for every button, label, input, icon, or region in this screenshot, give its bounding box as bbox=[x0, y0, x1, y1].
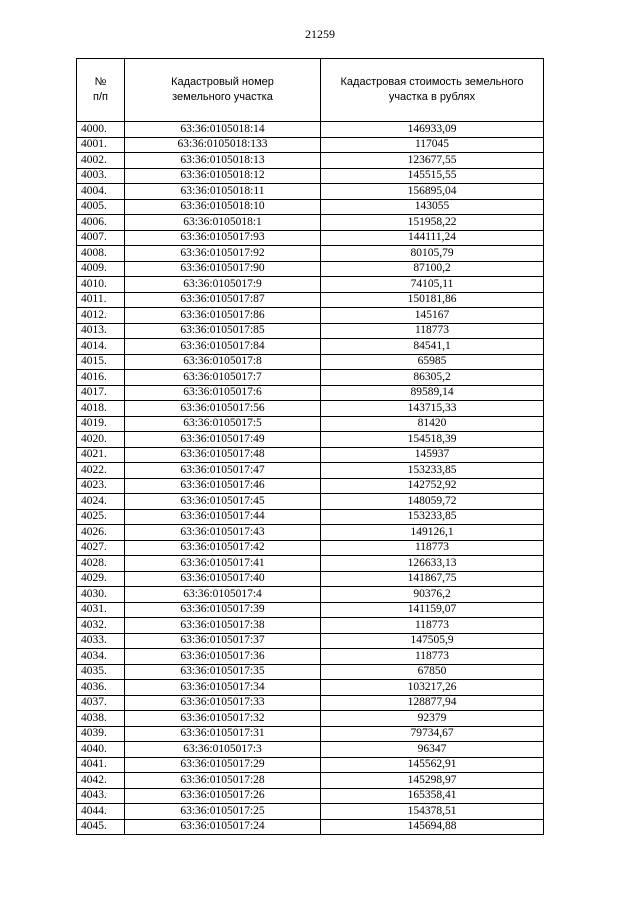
row-number-cell: 4003. bbox=[77, 168, 125, 184]
row-number-cell: 4036. bbox=[77, 680, 125, 696]
cadastral-number-cell: 63:36:0105017:34 bbox=[125, 680, 321, 696]
table-row bbox=[77, 261, 544, 277]
cadastral-table bbox=[76, 58, 544, 835]
table-row bbox=[77, 308, 544, 324]
cadastral-value-cell: 118773 bbox=[321, 618, 544, 634]
row-number-cell: 4037. bbox=[77, 695, 125, 711]
row-number-cell: 4029. bbox=[77, 571, 125, 587]
cadastral-number-cell: 63:36:0105017:29 bbox=[125, 757, 321, 773]
row-number-cell: 4023. bbox=[77, 478, 125, 494]
cadastral-number-cell: 63:36:0105017:36 bbox=[125, 649, 321, 665]
table-row bbox=[77, 726, 544, 742]
cadastral-number-cell: 63:36:0105017:87 bbox=[125, 292, 321, 308]
table-row bbox=[77, 618, 544, 634]
row-number-cell: 4045. bbox=[77, 819, 125, 835]
row-number-cell: 4009. bbox=[77, 261, 125, 277]
row-number-cell: 4018. bbox=[77, 401, 125, 417]
cadastral-number-cell: 63:36:0105017:92 bbox=[125, 246, 321, 262]
table-row bbox=[77, 525, 544, 541]
row-number-cell: 4024. bbox=[77, 494, 125, 510]
cadastral-number-cell: 63:36:0105017:26 bbox=[125, 788, 321, 804]
cadastral-number-cell: 63:36:0105017:56 bbox=[125, 401, 321, 417]
cadastral-value-cell: 145937 bbox=[321, 447, 544, 463]
cadastral-value-cell: 150181,86 bbox=[321, 292, 544, 308]
cadastral-number-cell: 63:36:0105017:90 bbox=[125, 261, 321, 277]
page-number: 21259 bbox=[305, 27, 335, 41]
row-number-cell: 4041. bbox=[77, 757, 125, 773]
cadastral-number-cell: 63:36:0105017:40 bbox=[125, 571, 321, 587]
cadastral-number-cell: 63:36:0105017:24 bbox=[125, 819, 321, 835]
cadastral-value-cell: 89589,14 bbox=[321, 385, 544, 401]
table-row bbox=[77, 463, 544, 479]
cadastral-value-cell: 87100,2 bbox=[321, 261, 544, 277]
row-number-cell: 4012. bbox=[77, 308, 125, 324]
table-row bbox=[77, 509, 544, 525]
table-row bbox=[77, 447, 544, 463]
table-body bbox=[77, 122, 544, 835]
cadastral-number-cell: 63:36:0105017:28 bbox=[125, 773, 321, 789]
table-row bbox=[77, 122, 544, 138]
row-number-cell: 4005. bbox=[77, 199, 125, 215]
row-number-cell: 4039. bbox=[77, 726, 125, 742]
cadastral-value-cell: 143715,33 bbox=[321, 401, 544, 417]
row-number-cell: 4013. bbox=[77, 323, 125, 339]
row-number-cell: 4000. bbox=[77, 122, 125, 138]
table-row bbox=[77, 602, 544, 618]
cadastral-number-cell: 63:36:0105018:1 bbox=[125, 215, 321, 231]
cadastral-value-cell: 128877,94 bbox=[321, 695, 544, 711]
cadastral-number-cell: 63:36:0105017:42 bbox=[125, 540, 321, 556]
header-cadastral-value bbox=[321, 59, 544, 122]
table-row bbox=[77, 788, 544, 804]
cadastral-value-cell: 117045 bbox=[321, 137, 544, 153]
cadastral-value-cell: 151958,22 bbox=[321, 215, 544, 231]
row-number-cell: 4026. bbox=[77, 525, 125, 541]
row-number-cell: 4017. bbox=[77, 385, 125, 401]
row-number-cell: 4007. bbox=[77, 230, 125, 246]
cadastral-number-cell: 63:36:0105018:133 bbox=[125, 137, 321, 153]
row-number-cell: 4025. bbox=[77, 509, 125, 525]
cadastral-number-cell: 63:36:0105017:45 bbox=[125, 494, 321, 510]
table-row bbox=[77, 354, 544, 370]
cadastral-value-cell: 65985 bbox=[321, 354, 544, 370]
cadastral-number-cell: 63:36:0105017:38 bbox=[125, 618, 321, 634]
cadastral-number-cell: 63:36:0105017:41 bbox=[125, 556, 321, 572]
cadastral-number-cell: 63:36:0105017:6 bbox=[125, 385, 321, 401]
cadastral-number-cell: 63:36:0105017:84 bbox=[125, 339, 321, 355]
row-number-cell: 4033. bbox=[77, 633, 125, 649]
cadastral-value-cell: 149126,1 bbox=[321, 525, 544, 541]
table-row bbox=[77, 478, 544, 494]
row-number-cell: 4019. bbox=[77, 416, 125, 432]
table-row bbox=[77, 137, 544, 153]
row-number-cell: 4008. bbox=[77, 246, 125, 262]
cadastral-number-cell: 63:36:0105017:33 bbox=[125, 695, 321, 711]
header-num-label: № п/п bbox=[93, 76, 108, 103]
cadastral-number-cell: 63:36:0105017:49 bbox=[125, 432, 321, 448]
row-number-cell: 4021. bbox=[77, 447, 125, 463]
table-row bbox=[77, 494, 544, 510]
table-row bbox=[77, 199, 544, 215]
table-row bbox=[77, 680, 544, 696]
table-row bbox=[77, 695, 544, 711]
cadastral-number-cell: 63:36:0105017:85 bbox=[125, 323, 321, 339]
cadastral-value-cell: 80105,79 bbox=[321, 246, 544, 262]
cadastral-value-cell: 79734,67 bbox=[321, 726, 544, 742]
cadastral-value-cell: 148059,72 bbox=[321, 494, 544, 510]
table-row bbox=[77, 711, 544, 727]
cadastral-value-cell: 141159,07 bbox=[321, 602, 544, 618]
cadastral-value-cell: 90376,2 bbox=[321, 587, 544, 603]
cadastral-value-cell: 103217,26 bbox=[321, 680, 544, 696]
table-row bbox=[77, 742, 544, 758]
cadastral-number-cell: 63:36:0105018:14 bbox=[125, 122, 321, 138]
cadastral-value-cell: 145694,88 bbox=[321, 819, 544, 835]
row-number-cell: 4035. bbox=[77, 664, 125, 680]
table-row bbox=[77, 804, 544, 820]
table-row bbox=[77, 370, 544, 386]
table-row bbox=[77, 339, 544, 355]
cadastral-value-cell: 143055 bbox=[321, 199, 544, 215]
cadastral-number-cell: 63:36:0105017:48 bbox=[125, 447, 321, 463]
table-row bbox=[77, 153, 544, 169]
cadastral-number-cell: 63:36:0105017:86 bbox=[125, 308, 321, 324]
cadastral-value-cell: 86305,2 bbox=[321, 370, 544, 386]
cadastral-value-cell: 144111,24 bbox=[321, 230, 544, 246]
cadastral-number-cell: 63:36:0105017:93 bbox=[125, 230, 321, 246]
row-number-cell: 4042. bbox=[77, 773, 125, 789]
row-number-cell: 4015. bbox=[77, 354, 125, 370]
table-row bbox=[77, 385, 544, 401]
cadastral-value-cell: 96347 bbox=[321, 742, 544, 758]
cadastral-number-cell: 63:36:0105017:8 bbox=[125, 354, 321, 370]
header-cadastral-value-label: Кадастровая стоимость земельного участка в рублях bbox=[340, 76, 524, 103]
row-number-cell: 4030. bbox=[77, 587, 125, 603]
cadastral-number-cell: 63:36:0105017:44 bbox=[125, 509, 321, 525]
table-row bbox=[77, 571, 544, 587]
cadastral-value-cell: 74105,11 bbox=[321, 277, 544, 293]
table-row bbox=[77, 401, 544, 417]
cadastral-value-cell: 126633,13 bbox=[321, 556, 544, 572]
cadastral-value-cell: 145562,91 bbox=[321, 757, 544, 773]
table-row bbox=[77, 664, 544, 680]
row-number-cell: 4022. bbox=[77, 463, 125, 479]
table-row bbox=[77, 432, 544, 448]
row-number-cell: 4044. bbox=[77, 804, 125, 820]
table-row bbox=[77, 649, 544, 665]
table-row bbox=[77, 540, 544, 556]
header-num bbox=[77, 59, 125, 122]
table-row bbox=[77, 819, 544, 835]
table-row bbox=[77, 215, 544, 231]
table-row bbox=[77, 757, 544, 773]
table-header-row bbox=[77, 59, 544, 122]
cadastral-number-cell: 63:36:0105018:10 bbox=[125, 199, 321, 215]
cadastral-value-cell: 153233,85 bbox=[321, 463, 544, 479]
cadastral-value-cell: 141867,75 bbox=[321, 571, 544, 587]
cadastral-number-cell: 63:36:0105017:35 bbox=[125, 664, 321, 680]
row-number-cell: 4011. bbox=[77, 292, 125, 308]
cadastral-number-cell: 63:36:0105017:47 bbox=[125, 463, 321, 479]
cadastral-number-cell: 63:36:0105017:5 bbox=[125, 416, 321, 432]
cadastral-number-cell: 63:36:0105018:11 bbox=[125, 184, 321, 200]
row-number-cell: 4028. bbox=[77, 556, 125, 572]
cadastral-number-cell: 63:36:0105017:31 bbox=[125, 726, 321, 742]
cadastral-value-cell: 165358,41 bbox=[321, 788, 544, 804]
table-row bbox=[77, 292, 544, 308]
row-number-cell: 4014. bbox=[77, 339, 125, 355]
cadastral-value-cell: 154378,51 bbox=[321, 804, 544, 820]
row-number-cell: 4001. bbox=[77, 137, 125, 153]
table-row bbox=[77, 633, 544, 649]
row-number-cell: 4027. bbox=[77, 540, 125, 556]
cadastral-value-cell: 146933,09 bbox=[321, 122, 544, 138]
row-number-cell: 4031. bbox=[77, 602, 125, 618]
cadastral-number-cell: 63:36:0105017:43 bbox=[125, 525, 321, 541]
cadastral-value-cell: 142752,92 bbox=[321, 478, 544, 494]
header-cadastral-number bbox=[125, 59, 321, 122]
cadastral-value-cell: 154518,39 bbox=[321, 432, 544, 448]
table-row bbox=[77, 416, 544, 432]
table-row bbox=[77, 230, 544, 246]
row-number-cell: 4002. bbox=[77, 153, 125, 169]
row-number-cell: 4038. bbox=[77, 711, 125, 727]
cadastral-value-cell: 118773 bbox=[321, 323, 544, 339]
cadastral-value-cell: 81420 bbox=[321, 416, 544, 432]
table-row bbox=[77, 773, 544, 789]
row-number-cell: 4040. bbox=[77, 742, 125, 758]
cadastral-number-cell: 63:36:0105017:39 bbox=[125, 602, 321, 618]
cadastral-value-cell: 84541,1 bbox=[321, 339, 544, 355]
cadastral-value-cell: 145167 bbox=[321, 308, 544, 324]
cadastral-number-cell: 63:36:0105017:25 bbox=[125, 804, 321, 820]
row-number-cell: 4016. bbox=[77, 370, 125, 386]
cadastral-number-cell: 63:36:0105018:13 bbox=[125, 153, 321, 169]
table-row bbox=[77, 556, 544, 572]
cadastral-value-cell: 118773 bbox=[321, 540, 544, 556]
cadastral-number-cell: 63:36:0105017:32 bbox=[125, 711, 321, 727]
cadastral-number-cell: 63:36:0105018:12 bbox=[125, 168, 321, 184]
cadastral-number-cell: 63:36:0105017:46 bbox=[125, 478, 321, 494]
cadastral-value-cell: 67850 bbox=[321, 664, 544, 680]
table-row bbox=[77, 246, 544, 262]
cadastral-value-cell: 147505,9 bbox=[321, 633, 544, 649]
cadastral-value-cell: 123677,55 bbox=[321, 153, 544, 169]
cadastral-value-cell: 118773 bbox=[321, 649, 544, 665]
table-row bbox=[77, 587, 544, 603]
cadastral-number-cell: 63:36:0105017:7 bbox=[125, 370, 321, 386]
row-number-cell: 4010. bbox=[77, 277, 125, 293]
table-row bbox=[77, 168, 544, 184]
cadastral-number-cell: 63:36:0105017:3 bbox=[125, 742, 321, 758]
row-number-cell: 4032. bbox=[77, 618, 125, 634]
cadastral-number-cell: 63:36:0105017:4 bbox=[125, 587, 321, 603]
row-number-cell: 4006. bbox=[77, 215, 125, 231]
row-number-cell: 4043. bbox=[77, 788, 125, 804]
cadastral-value-cell: 153233,85 bbox=[321, 509, 544, 525]
cadastral-value-cell: 145515,55 bbox=[321, 168, 544, 184]
table-row bbox=[77, 323, 544, 339]
table-row bbox=[77, 184, 544, 200]
table-row bbox=[77, 277, 544, 293]
row-number-cell: 4020. bbox=[77, 432, 125, 448]
row-number-cell: 4004. bbox=[77, 184, 125, 200]
row-number-cell: 4034. bbox=[77, 649, 125, 665]
cadastral-number-cell: 63:36:0105017:9 bbox=[125, 277, 321, 293]
cadastral-value-cell: 145298,97 bbox=[321, 773, 544, 789]
cadastral-number-cell: 63:36:0105017:37 bbox=[125, 633, 321, 649]
header-cadastral-number-label: Кадастровый номер земельного участка bbox=[171, 76, 274, 103]
cadastral-value-cell: 156895,04 bbox=[321, 184, 544, 200]
cadastral-value-cell: 92379 bbox=[321, 711, 544, 727]
